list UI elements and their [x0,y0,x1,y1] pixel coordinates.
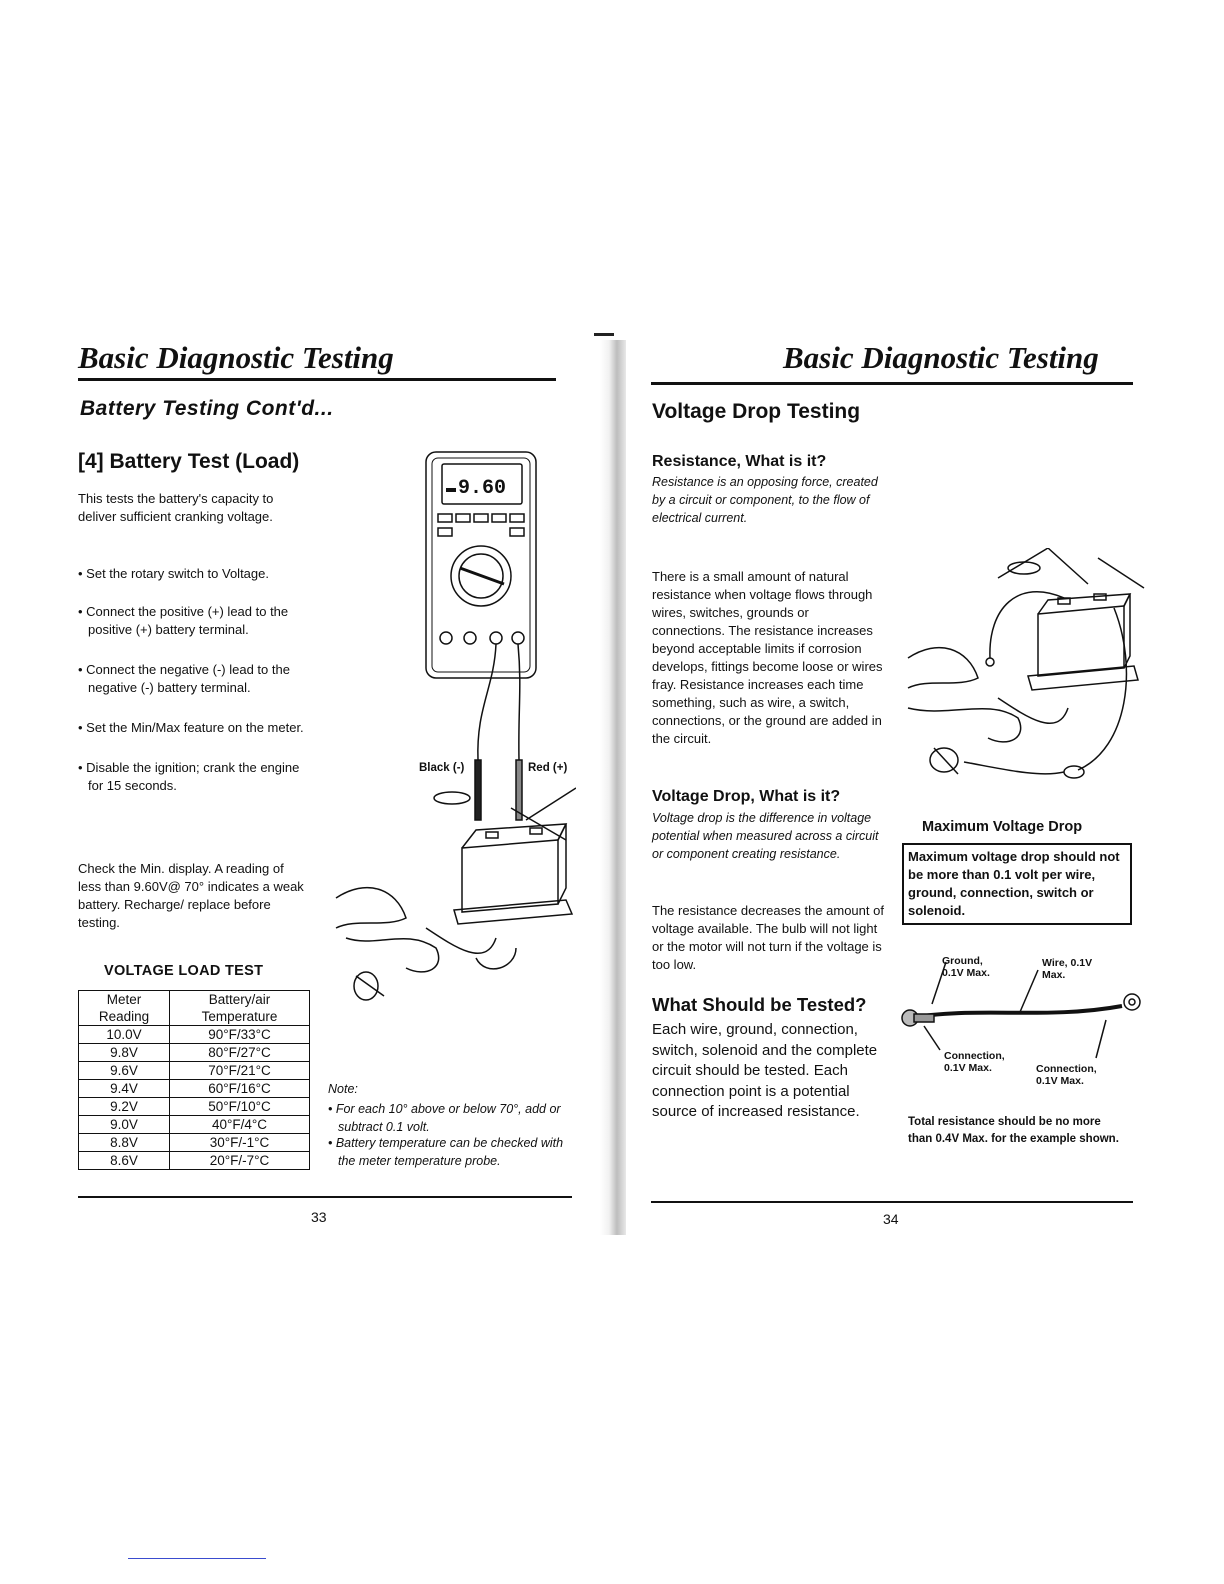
voltage-load-table [78,990,310,1170]
table-row [79,1044,310,1062]
label-connection-left-text: Connection, 0.1V Max. [944,1050,1005,1074]
col-meter-reading: Meter Reading [79,991,170,1026]
resistance-title: Resistance, What is it? [652,453,827,470]
battery-circuit-illustration [898,548,1148,788]
table-cell: 9.4V [79,1080,170,1098]
note-title: Note: [328,1082,358,1096]
meter-display-reading: 9.60 [457,477,507,500]
book-spine [600,340,626,1235]
page-number-34: 34 [883,1211,899,1227]
page-number-33: 33 [311,1209,327,1225]
table-cell: 40°F/4°C [170,1116,310,1134]
label-wire-text: Wire, 0.1V Max. [1042,957,1093,981]
table-row [79,1026,310,1044]
table-cell: 10.0V [79,1026,170,1044]
label-connection-left [944,1050,1005,1074]
bottom-link-underline [128,1558,266,1559]
table-cell: 70°F/21°C [170,1062,310,1080]
table-row [79,1116,310,1134]
max-voltage-drop-box: Maximum voltage drop should not be more than 0.1 volt per wire, ground, connection, switch or solenoid. [902,843,1132,925]
right-header-rule [651,382,1133,385]
battery-test-intro: This tests the battery's capacity to deliver sufficient cranking voltage. [78,491,274,524]
table-cell: 90°F/33°C [170,1026,310,1044]
note-2: • Battery temperature can be checked with the meter temperature probe. [328,1136,564,1168]
step-1: • Set the rotary switch to Voltage. [78,566,269,581]
left-section-title: Battery Testing Cont'd... [80,397,334,420]
table-cell: 8.6V [79,1152,170,1170]
battery-test-steps [78,565,310,795]
table-cell: 9.2V [79,1098,170,1116]
table-cell: 60°F/16°C [170,1080,310,1098]
table-row [79,1134,310,1152]
tested-body: Each wire, ground, connection, switch, solenoid and the complete circuit should be tested. Each connection point is a potential source of increased resistance. [652,1021,878,1120]
right-footer-rule [651,1201,1133,1203]
table-cell: 80°F/27°C [170,1044,310,1062]
label-wire [1042,957,1092,981]
check-min-text: Check the Min. display. A reading of less than 9.60V@ 70° indicates a weak battery. Recharge/ replace before testing. [78,861,304,930]
table-cell: 50°F/10°C [170,1098,310,1116]
left-footer-rule [78,1196,572,1198]
left-header-rule [78,378,556,381]
table-cell: 9.6V [79,1062,170,1080]
col-temperature: Battery/air Temperature [170,991,310,1026]
tested-title: What Should be Tested? [652,994,867,1015]
step-5: • Disable the ignition; crank the engine for 15 seconds. [78,760,300,793]
table-cell: 20°F/-7°C [170,1152,310,1170]
label-connection-right [1036,1063,1097,1087]
table-header-row [79,991,310,1026]
step-2: • Connect the positive (+) lead to the positive (+) battery terminal. [78,604,289,637]
right-page-header: Basic Diagnostic Testing [783,340,1099,375]
table-cell: 9.0V [79,1116,170,1134]
table-cell: 8.8V [79,1134,170,1152]
voltage-drop-wire-diagram [896,950,1146,1080]
table-row [79,1062,310,1080]
step-3: • Connect the negative (-) lead to the negative (-) battery terminal. [78,662,290,695]
multimeter-battery-illustration [326,448,576,1018]
label-ground [942,955,990,979]
table-row [79,1152,310,1170]
step-4: • Set the Min/Max feature on the meter. [78,720,304,735]
label-connection-right-text: Connection, 0.1V Max. [1036,1063,1097,1087]
max-voltage-drop-title: Maximum Voltage Drop [922,819,1083,835]
resistance-body: There is a small amount of natural resistance when voltage flows through wires, switches, grounds or connections. The resistance increases beyond acceptable limits if corrosion develops, fittings become loose or wires fray. Resistance increases each time something, such as wire, a switch, connections, or the ground are added in the circuit. [652,569,883,746]
spine-tick [594,333,614,336]
table-cell: 30°F/-1°C [170,1134,310,1152]
voltage-drop-heading: Voltage Drop Testing [652,400,861,423]
table-row [79,1080,310,1098]
battery-test-heading: [4] Battery Test (Load) [78,450,300,473]
table-row [79,1098,310,1116]
voltage-drop-body: The resistance decreases the amount of voltage available. The bulb will not light or the motor will not turn if the voltage is too low. [652,903,884,972]
note-1: • For each 10° above or below 70°, add or subtract 0.1 volt. [328,1102,561,1134]
total-resistance-note: Total resistance should be no more than 0.4V Max. for the example shown. [908,1116,1119,1145]
resistance-definition: Resistance is an opposing force, created by a circuit or component, to the flow of electrical current. [652,475,878,525]
voltage-drop-title: Voltage Drop, What is it? [652,788,841,805]
table-cell: 9.8V [79,1044,170,1062]
label-red-lead: Red (+) [528,762,568,774]
label-black-lead: Black (-) [419,762,465,774]
voltage-load-table-title: VOLTAGE LOAD TEST [104,963,264,979]
voltage-drop-definition: Voltage drop is the difference in voltage potential when measured across a circuit or component creating resistance. [652,811,879,861]
label-ground-text: Ground, 0.1V Max. [942,955,990,979]
left-page-header: Basic Diagnostic Testing [78,340,394,375]
